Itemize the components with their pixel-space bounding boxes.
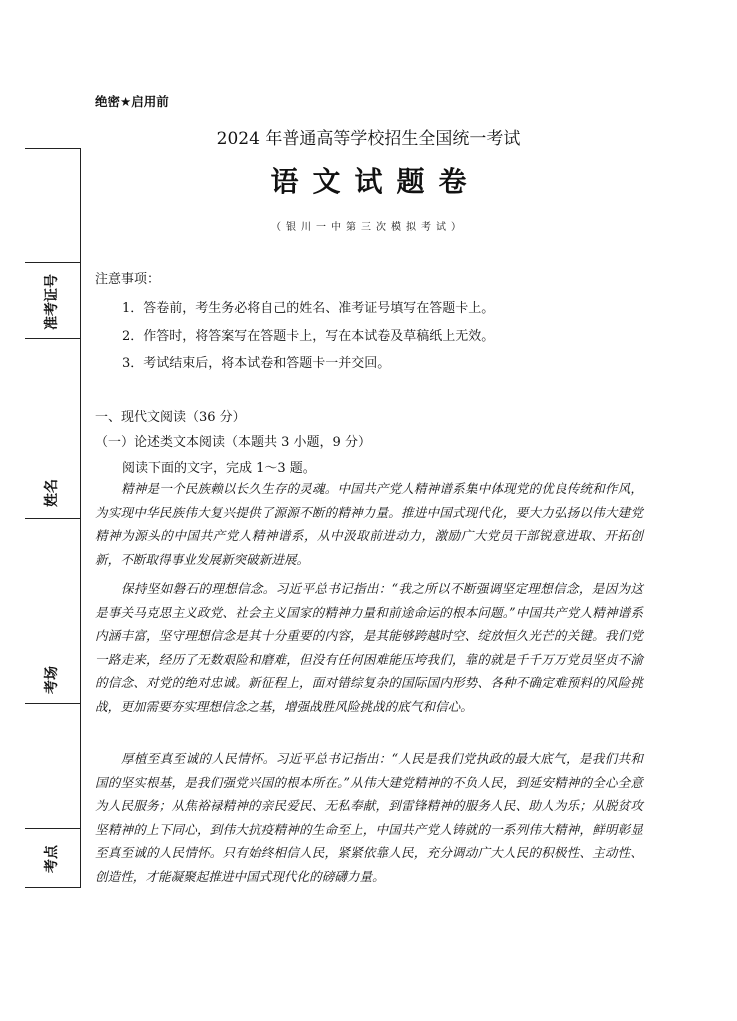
- side-label-exam-number: [28, 272, 76, 332]
- note-item: 3．考试结束后，将本试卷和答题卡一并交回。: [122, 356, 391, 371]
- strip-divider: [25, 828, 81, 829]
- paragraph: 保持坚如磐石的理想信念。习近平总书记指出：“我之所以不断强调坚定理想信念，是因为这是事关马克思主义政党、社会主义国家的精神力量和前途命运的根本问题。”中国共产党人精神谱系内涵丰富，坚守理想信念是其十分重要的内容，是其能够跨越时空、绽放恒久光芒的关键。我们党一路走来，经历了无数艰险和磨难，但没有任何困难能压垮我们，靠的就是千千万万党员坚贞不渝的信念、对党的绝对忠诚。新征程上，面对错综复杂的国际国内形势、各种不确定难预料的风险挑战，更加需要夯实理想信念之基，增强战胜风险挑战的底气和信心。: [95, 581, 643, 714]
- secret-mark: 绝密★启用前: [95, 94, 169, 109]
- paragraph: 厚植至真至诚的人民情怀。习近平总书记指出：“人民是我们党执政的最大底气，是我们共和国的坚实根基，是我们强党兴国的根本所在。”从伟大建党精神的不负人民，到延安精神的全心全意为人民服务；从焦裕禄精神的亲民爱民、无私奉献，到雷锋精神的服务人民、助人为乐；从脱贫攻坚精神的上下同心，到伟大抗疫精神的生命至上，中国共产党人铸就的一系列伟大精神，鲜明彰显至真至诚的人民情怀。只有始终相信人民，紧紧依靠人民，充分调动广大人民的积极性、主动性、创造性，才能凝聚起推进中国式现代化的磅礴力量。: [95, 751, 643, 884]
- note-item: 2．作答时，将答案写在答题卡上，写在本试卷及草稿纸上无效。: [122, 329, 495, 344]
- exam-title: 2024 年普通高等学校招生全国统一考试: [216, 129, 521, 149]
- reading-instruction: 阅读下面的文字，完成 1～3 题。: [122, 461, 316, 476]
- subtitle: （银川一中第三次模拟考试）: [271, 222, 466, 233]
- section-title: 一、现代文阅读（36 分）: [95, 410, 246, 425]
- side-label-text: 考点: [44, 845, 60, 873]
- side-label-site: [28, 835, 76, 883]
- side-label-text: 准考证号: [44, 274, 60, 330]
- note-item: 1．答卷前，考生务必将自己的姓名、准考证号填写在答题卡上。: [122, 301, 495, 316]
- strip-divider: [25, 518, 81, 519]
- side-label-text: 考场: [44, 666, 60, 694]
- strip-divider: [25, 338, 81, 339]
- side-label-text: 姓名: [44, 479, 60, 507]
- main-title: 语文试题卷: [270, 165, 481, 198]
- sub-section-title: （一）论述类文本阅读（本题共 3 小题，9 分）: [95, 435, 371, 450]
- notes-heading: 注意事项：: [95, 272, 161, 287]
- side-label-room: [28, 655, 76, 705]
- strip-divider: [25, 262, 81, 263]
- side-label-name: [28, 468, 76, 518]
- paragraph: 精神是一个民族赖以长久生存的灵魂。中国共产党人精神谱系集中体现党的优良传统和作风，为实现中华民族伟大复兴提供了源源不断的精神力量。推进中国式现代化，要大力弘扬以伟大建党精神为源头的中国共产党人精神谱系，从中汲取前进动力，激励广大党员干部锐意进取、开拓创新，不断取得事业发展新突破新进展。: [95, 481, 643, 567]
